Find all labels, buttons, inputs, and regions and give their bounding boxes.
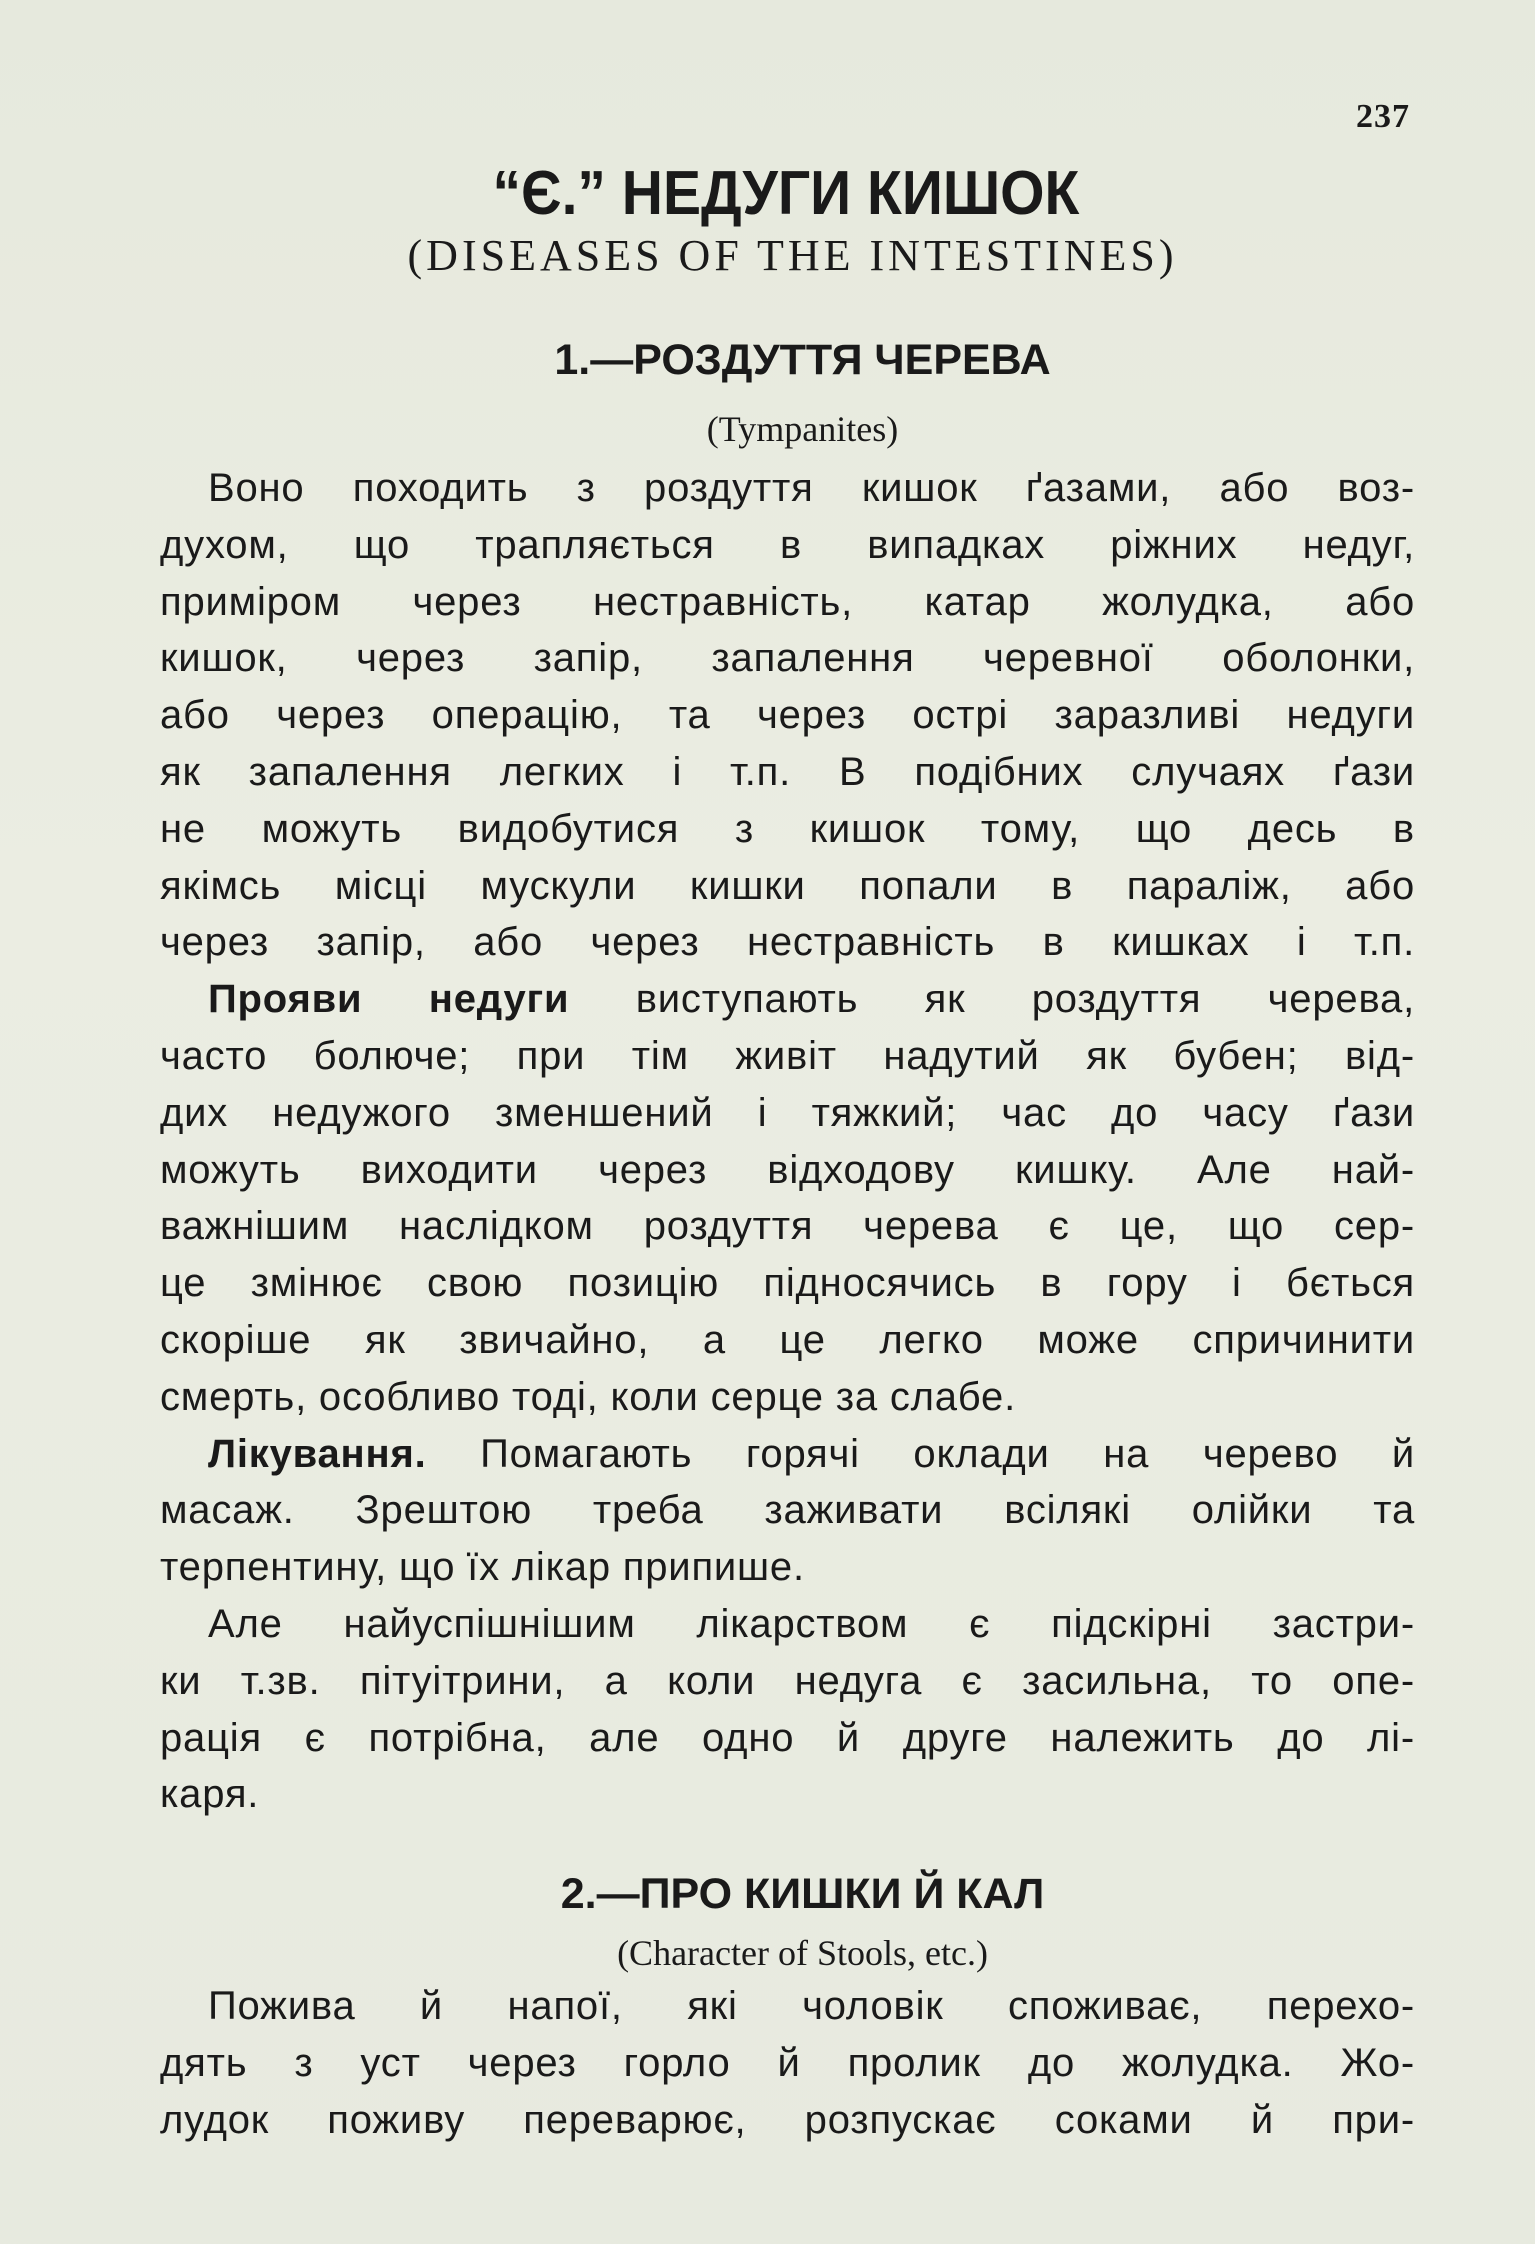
- paragraph-line: дять з уст через горло й пролик до жолудка. Жо-: [160, 2040, 1415, 2085]
- paragraph-line: не можуть видобутися з кишок тому, що десь в: [160, 806, 1415, 851]
- paragraph-line: часто болюче; при тім живіт надутий як бубен; від-: [160, 1033, 1415, 1078]
- paragraph-line: якімсь місці мускули кишки попали в параліж, або: [160, 863, 1415, 908]
- treatment-line: [160, 1426, 1415, 1483]
- chapter-title: “Є.” НЕДУГИ КИШОК: [492, 159, 1080, 228]
- paragraph-line: масаж. Зрештою треба заживати всілякі олійки та: [160, 1488, 1415, 1533]
- page-number: 237: [1356, 98, 1410, 135]
- section-subtitle-stools: (Character of Stools, etc.): [617, 1933, 988, 1973]
- paragraph-line: це змінює свою позицію підносячись в гору і бється: [160, 1261, 1415, 1306]
- section1-body: [160, 460, 1415, 1823]
- paragraph-line: духом, що трапляється в випадках ріжних недуг,: [160, 522, 1415, 567]
- chapter-subtitle: (DISEASES OF THE INTESTINES): [407, 231, 1178, 280]
- paragraph-line: або через операцію, та через острі заразливі недуги: [160, 693, 1415, 738]
- paragraph-line: Але найуспішнішим лікарством є підскірні застри-: [208, 1601, 1415, 1646]
- section-title-tympanites: 1.—РОЗДУТТЯ ЧЕРЕВА: [554, 336, 1051, 384]
- section2-body: [160, 1978, 1415, 2148]
- paragraph-line: через запір, або через нестравність в кишках і т.п.: [160, 920, 1415, 965]
- paragraph-line: каря.: [160, 1772, 260, 1817]
- treatment-label: Лікування.: [208, 1431, 427, 1476]
- paragraph-line: важнішим наслідком роздуття черева є це, що сер-: [160, 1204, 1415, 1249]
- section-subtitle-tympanites: (Tympanites): [706, 409, 899, 449]
- symptoms-text: виступають як роздуття черева,: [635, 977, 1416, 1022]
- paragraph-line: лудок поживу переварює, розпускає соками й при-: [160, 2097, 1415, 2142]
- paragraph-line: Воно походить з роздуття кишок ґазами, або воз-: [208, 466, 1415, 510]
- section-title-stools: 2.—ПРО КИШКИ Й КАЛ: [560, 1870, 1045, 1918]
- paragraph-line: скоріше як звичайно, а це легко може спричинити: [160, 1317, 1415, 1362]
- paragraph-line: смерть, особливо тоді, коли серце за слабе.: [160, 1374, 1017, 1419]
- symptoms-label: Прояви недуги: [208, 977, 570, 1022]
- paragraph-line: як запалення легких і т.п. В подібних случаях ґази: [160, 749, 1415, 794]
- paragraph-line: Пожива й напої, які чоловік споживає, перехо-: [208, 1984, 1415, 2028]
- paragraph-line: рація є потрібна, але одно й друге належить до лі-: [160, 1715, 1415, 1760]
- paragraph-line: ки т.зв. пітуітрини, а коли недуга є засильна, то опе-: [160, 1658, 1415, 1703]
- paragraph-line: приміром через нестравність, катар жолудка, або: [160, 579, 1415, 624]
- symptoms-line: [160, 971, 1415, 1028]
- paragraph-line: дих недужого зменшений і тяжкий; час до часу ґази: [160, 1090, 1415, 1135]
- paragraph-line: терпентину, що їх лікар припише.: [160, 1545, 805, 1590]
- paragraph-line: кишок, через запір, запалення черевної оболонки,: [160, 636, 1415, 681]
- paragraph-line: можуть виходити через відходову кишку. Але най-: [160, 1147, 1415, 1192]
- treatment-text: Помагають горячі оклади на черево й: [480, 1431, 1415, 1476]
